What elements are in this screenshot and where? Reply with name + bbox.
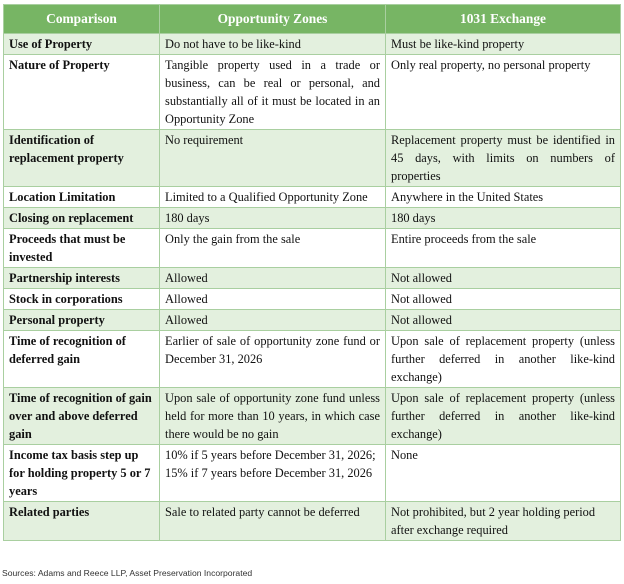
- exchange-cell: Replacement property must be identified in 45 days, with limits on numbers of properties: [386, 130, 621, 187]
- opportunity-zones-cell: [160, 445, 386, 502]
- opportunity-zones-cell: Earlier of sale of opportunity zone fund or December 31, 2026: [160, 331, 386, 388]
- row-label: Income tax basis step up for holding property 5 or 7 years: [4, 445, 160, 502]
- exchange-cell: Not allowed: [386, 289, 621, 310]
- row-label: Use of Property: [4, 34, 160, 55]
- opportunity-zones-cell: Allowed: [160, 310, 386, 331]
- exchange-cell: None: [386, 445, 621, 502]
- exchange-cell: Not prohibited, but 2 year holding period after exchange required: [386, 502, 621, 541]
- basis-step-up-7-years: 15% if 7 years before December 31, 2026: [165, 466, 373, 480]
- row-label: Closing on replacement: [4, 208, 160, 229]
- source-note: Sources: Adams and Reece LLP, Asset Preservation Incorporated: [2, 568, 253, 578]
- exchange-cell: Anywhere in the United States: [386, 187, 621, 208]
- opportunity-zones-cell: Do not have to be like-kind: [160, 34, 386, 55]
- row-label: Proceeds that must be invested: [4, 229, 160, 268]
- opportunity-zones-cell: Only the gain from the sale: [160, 229, 386, 268]
- table-row: [4, 388, 621, 445]
- row-label: Nature of Property: [4, 55, 160, 130]
- comparison-table-wrapper: [3, 4, 620, 541]
- exchange-cell: 180 days: [386, 208, 621, 229]
- exchange-cell: Not allowed: [386, 268, 621, 289]
- opportunity-zones-cell: Sale to related party cannot be deferred: [160, 502, 386, 541]
- exchange-cell: Must be like-kind property: [386, 34, 621, 55]
- table-row: [4, 445, 621, 502]
- opportunity-zones-cell: Upon sale of opportunity zone fund unless held for more than 10 years, in which case there would be no gain: [160, 388, 386, 445]
- opportunity-zones-cell: No requirement: [160, 130, 386, 187]
- row-label: Related parties: [4, 502, 160, 541]
- table-row: [4, 208, 621, 229]
- opportunity-zones-cell: Limited to a Qualified Opportunity Zone: [160, 187, 386, 208]
- row-label: Stock in corporations: [4, 289, 160, 310]
- table-row: [4, 502, 621, 541]
- row-label: Personal property: [4, 310, 160, 331]
- table-row: [4, 187, 621, 208]
- header-opportunity-zones: Opportunity Zones: [160, 5, 386, 34]
- exchange-cell: Upon sale of replacement property (unless further deferred in another like-kind exchange): [386, 388, 621, 445]
- exchange-cell: Only real property, no personal property: [386, 55, 621, 130]
- opportunity-zones-cell: Allowed: [160, 289, 386, 310]
- row-label: Location Limitation: [4, 187, 160, 208]
- header-comparison: Comparison: [4, 5, 160, 34]
- comparison-table: [3, 4, 621, 541]
- table-row: [4, 34, 621, 55]
- table-row: [4, 268, 621, 289]
- opportunity-zones-cell: Tangible property used in a trade or business, can be real or personal, and substantially all of it must be located in an Opportunity Zone: [160, 55, 386, 130]
- exchange-cell: Upon sale of replacement property (unless further deferred in another like-kind exchange): [386, 331, 621, 388]
- table-header-row: [4, 5, 621, 34]
- opportunity-zones-cell: 180 days: [160, 208, 386, 229]
- opportunity-zones-cell: Allowed: [160, 268, 386, 289]
- basis-step-up-5-years: 10% if 5 years before December 31, 2026;: [165, 448, 376, 462]
- table-row: [4, 289, 621, 310]
- row-label: Time of recognition of deferred gain: [4, 331, 160, 388]
- exchange-cell: Not allowed: [386, 310, 621, 331]
- row-label: Time of recognition of gain over and above deferred gain: [4, 388, 160, 445]
- table-row: [4, 229, 621, 268]
- row-label: Partnership interests: [4, 268, 160, 289]
- row-label: Identification of replacement property: [4, 130, 160, 187]
- table-row: [4, 130, 621, 187]
- table-row: [4, 331, 621, 388]
- header-1031-exchange: 1031 Exchange: [386, 5, 621, 34]
- table-row: [4, 55, 621, 130]
- exchange-cell: Entire proceeds from the sale: [386, 229, 621, 268]
- table-row: [4, 310, 621, 331]
